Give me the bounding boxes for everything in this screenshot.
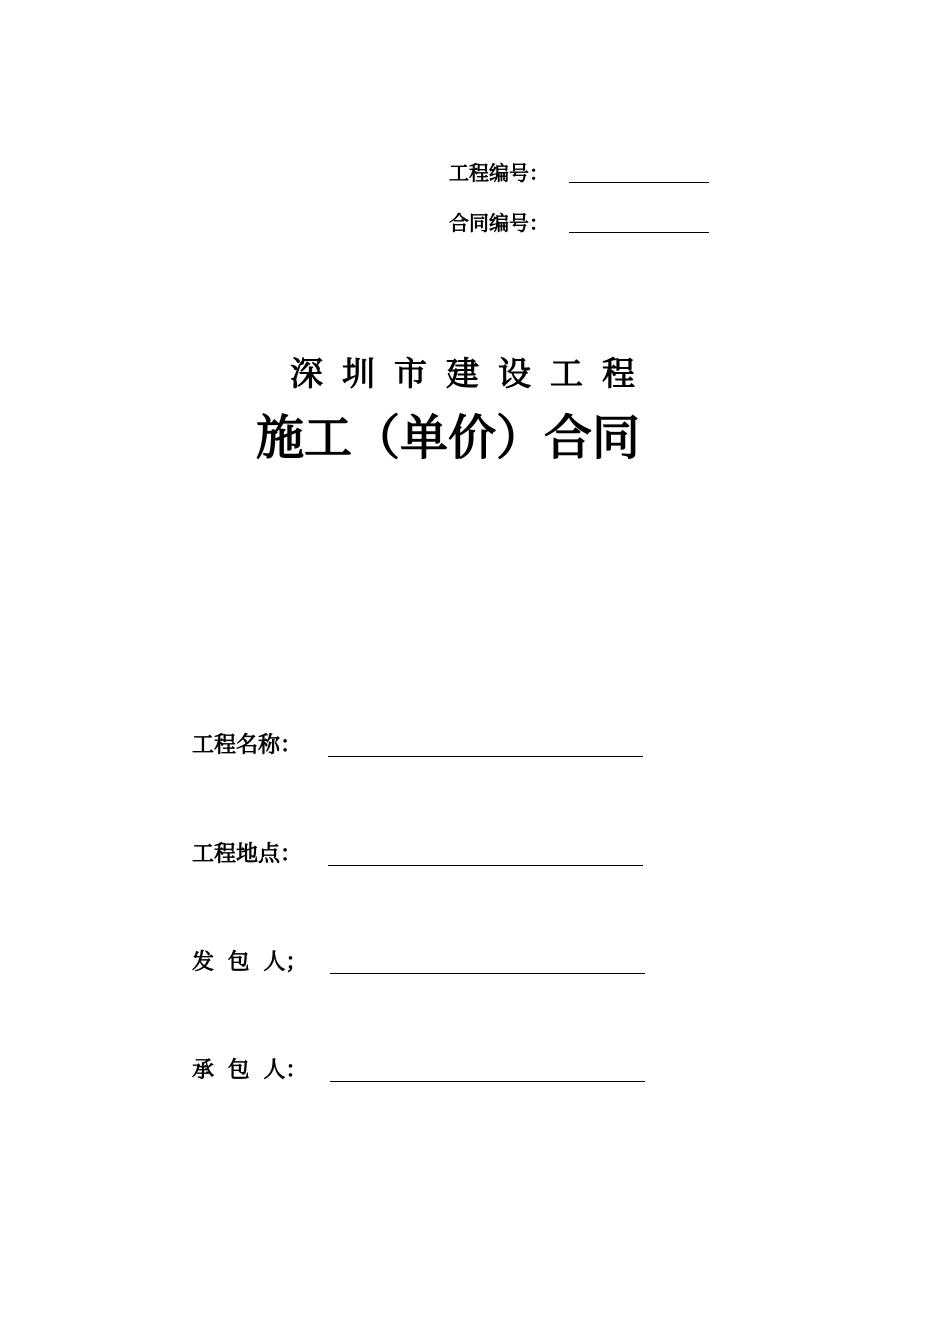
contractor-field[interactable] <box>330 1081 645 1082</box>
project-number-label: 工程编号： <box>449 161 549 185</box>
contract-number-field[interactable] <box>569 232 709 233</box>
project-number-field[interactable] <box>569 182 709 183</box>
title-line-1: 深圳市建设工程 <box>290 354 654 393</box>
employer-field[interactable] <box>330 973 645 974</box>
employer-label: 发 包 人； <box>192 950 308 975</box>
title-line-2: 施工（单价）合同 <box>256 410 641 466</box>
project-location-field[interactable] <box>328 865 643 866</box>
contractor-label: 承 包 人： <box>192 1058 308 1083</box>
contract-number-label: 合同编号： <box>449 211 549 235</box>
project-location-label: 工程地点： <box>192 842 303 867</box>
project-name-label: 工程名称： <box>192 733 303 758</box>
project-name-field[interactable] <box>328 756 643 757</box>
